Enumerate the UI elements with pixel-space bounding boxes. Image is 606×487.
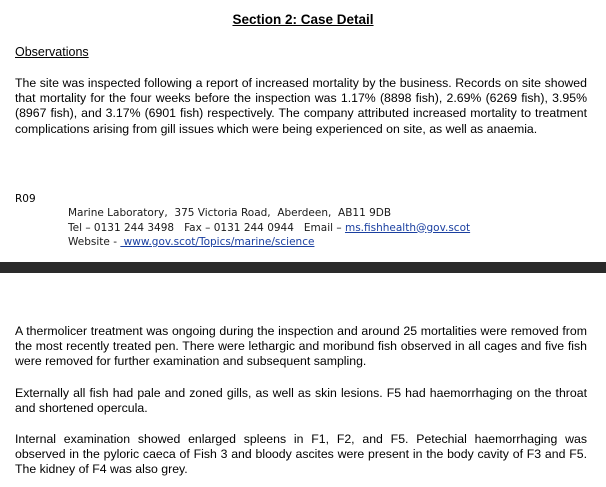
footer-address: Marine Laboratory, 375 Victoria Road, Aberdeen, AB11 9DB	[68, 207, 392, 219]
observations-paragraph-2: A thermolicer treatment was ongoing during the inspection and around 25 mortalities were removed from the most recently treated pen. There were lethargic and moribund fish observed in all cages and five fish were removed for further examination and subsequent sampling.	[15, 324, 587, 369]
footer-reference-code: R09	[15, 193, 36, 205]
observations-paragraph-4: Internal examination showed enlarged spleens in F1, F2, and F5. Petechial haemorrhaging was observed in the pyloric caeca of Fish 3 and bloody ascites were present in the body cavity of F3 and F5. The kidney of F4 was also grey.	[15, 432, 587, 477]
footer-email-link[interactable]: ms.fishhealth@gov.scot	[344, 221, 471, 234]
footer-website-line	[68, 235, 470, 250]
footer-contact-text: Tel – 0131 244 3498 Fax – 0131 244 0944 Email –	[68, 221, 345, 234]
footer-website-link[interactable]: www.gov.scot/Topics/marine/science	[120, 236, 315, 248]
footer-website-label: Website -	[68, 236, 121, 248]
observations-heading: Observations	[15, 45, 89, 59]
page-footer	[68, 206, 470, 250]
observations-paragraph-1: The site was inspected following a report of increased mortality by the business. Records on site showed that mortality for the four weeks before the inspection was 1.17% (8898 fish), 2.69% (6269 fish), 3.95% (8967 fish), and 3.17% (6901 fish) respectively. The company attributed increased mortality to treatment complications arising from gill issues which were being experienced on site, as well as anaemia.	[15, 76, 587, 136]
section-title: Section 2: Case Detail	[232, 12, 374, 27]
observations-paragraph-3: Externally all fish had pale and zoned gills, as well as skin lesions. F5 had haemorrhaging on the throat and shortened opercula.	[15, 386, 587, 416]
page-break-divider	[0, 262, 606, 273]
footer-contact-line	[68, 221, 470, 236]
